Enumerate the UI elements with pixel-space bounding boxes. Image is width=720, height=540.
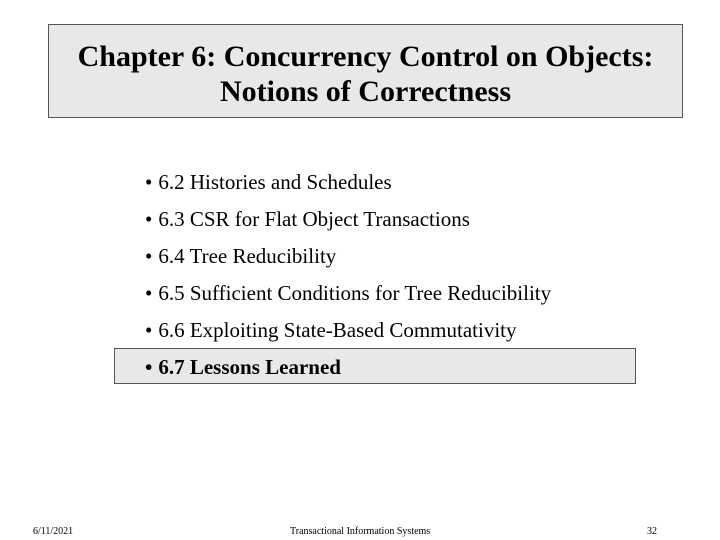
slide-title-line-1: Chapter 6: Concurrency Control on Objects: (77, 40, 654, 73)
section-item-label: 6.2 Histories and Schedules (158, 170, 392, 194)
bullet-icon: • (145, 170, 153, 194)
slide-title (48, 24, 683, 118)
section-item-6-2 (145, 164, 551, 201)
section-item-6-3 (145, 201, 551, 238)
bullet-icon: • (145, 318, 153, 342)
section-list (145, 164, 551, 386)
section-item-6-4 (145, 238, 551, 275)
bullet-icon: • (145, 244, 153, 268)
page-number: 32 (647, 526, 657, 537)
bullet-icon: • (145, 207, 153, 231)
bullet-icon: • (145, 355, 153, 379)
footer-title: Transactional Information Systems (290, 526, 431, 537)
section-item-6-7-current (145, 349, 551, 386)
section-item-6-5 (145, 275, 551, 312)
slide-title-line-2: Notions of Correctness (219, 75, 512, 108)
footer-date: 6/11/2021 (33, 526, 74, 537)
section-item-label: 6.4 Tree Reducibility (158, 244, 337, 268)
bullet-icon: • (145, 281, 153, 305)
section-item-6-6 (145, 312, 551, 349)
section-item-label: 6.3 CSR for Flat Object Transactions (158, 207, 470, 231)
section-item-label: 6.5 Sufficient Conditions for Tree Reducibility (158, 281, 552, 305)
section-item-label: 6.6 Exploiting State-Based Commutativity (158, 318, 517, 342)
section-item-label: 6.7 Lessons Learned (158, 355, 341, 379)
